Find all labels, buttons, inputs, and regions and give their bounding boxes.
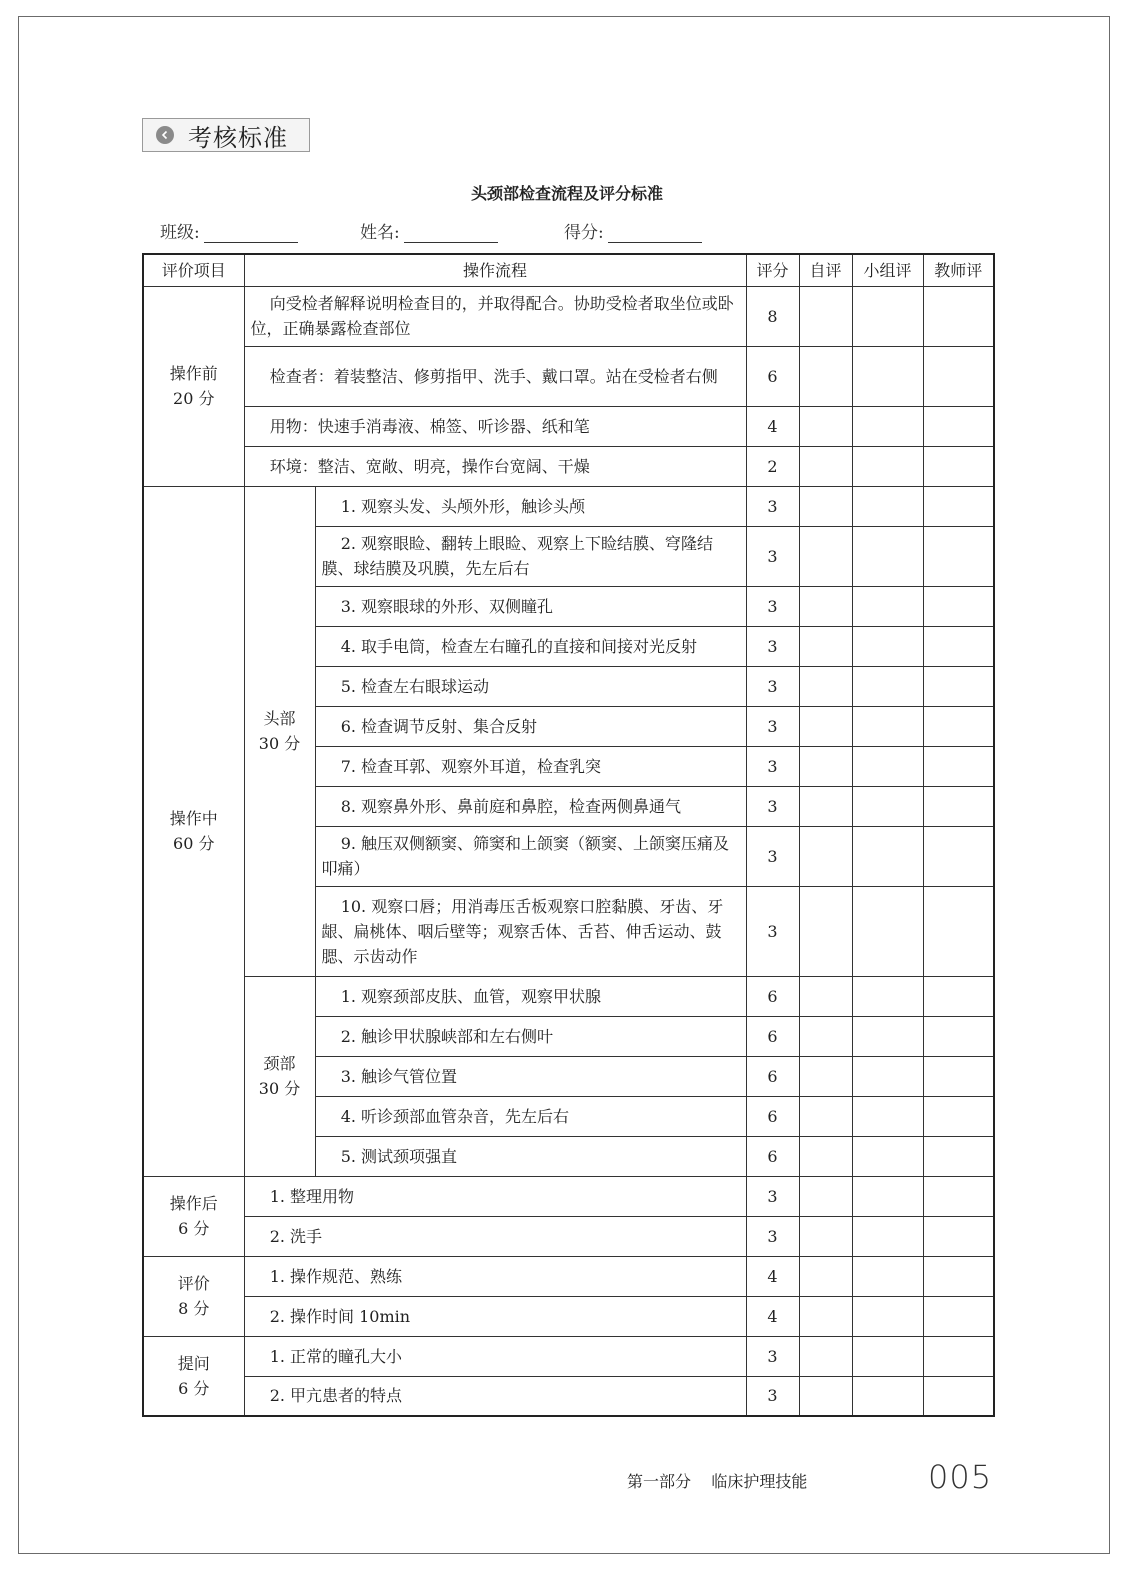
self-score-cell[interactable]: [799, 976, 852, 1016]
category-label: 操作中: [169, 809, 218, 828]
step-text: 用物：快速手消毒液、棉签、听诊器、纸和笔: [244, 406, 746, 446]
step-score: 3: [746, 786, 799, 826]
group-score-cell[interactable]: [852, 626, 923, 666]
step-score: 3: [746, 886, 799, 976]
score-field: [564, 218, 702, 243]
teacher-score-cell[interactable]: [923, 886, 994, 976]
group-score-cell[interactable]: [852, 1256, 923, 1296]
teacher-score-cell[interactable]: [923, 406, 994, 446]
group-score-cell[interactable]: [852, 666, 923, 706]
step-text: 5. 测试颈项强直: [315, 1136, 746, 1176]
teacher-score-cell[interactable]: [923, 1376, 994, 1416]
teacher-score-cell[interactable]: [923, 976, 994, 1016]
step-score: 6: [746, 346, 799, 406]
subcategory-head: [244, 486, 315, 976]
document-title: 头颈部检查流程及评分标准: [470, 184, 663, 203]
subcategory-label: 头部: [263, 709, 296, 728]
group-score-cell[interactable]: [852, 1216, 923, 1256]
chevron-left-icon: [156, 126, 174, 144]
table-row: [143, 346, 994, 406]
step-score: 3: [746, 666, 799, 706]
step-text: 环境：整洁、宽敞、明亮，操作台宽阔、干燥: [244, 446, 746, 486]
group-score-cell[interactable]: [852, 706, 923, 746]
self-score-cell[interactable]: [799, 1376, 852, 1416]
page-number: 005: [928, 1458, 993, 1496]
teacher-score-cell[interactable]: [923, 486, 994, 526]
category-label: 操作后: [169, 1194, 218, 1213]
header-process: 操作流程: [244, 254, 746, 286]
page-border-right: [1109, 16, 1110, 1554]
category-points: 8 分: [178, 1299, 210, 1318]
self-score-cell[interactable]: [799, 706, 852, 746]
table-row: [143, 1216, 994, 1256]
teacher-score-cell[interactable]: [923, 1096, 994, 1136]
self-score-cell[interactable]: [799, 586, 852, 626]
category-points: 20 分: [173, 389, 215, 408]
group-score-cell[interactable]: [852, 886, 923, 976]
self-score-cell[interactable]: [799, 626, 852, 666]
self-score-cell[interactable]: [799, 1056, 852, 1096]
score-label: 得分:: [564, 223, 604, 243]
table-row: [143, 1176, 994, 1216]
group-score-cell[interactable]: [852, 826, 923, 886]
group-score-cell[interactable]: [852, 486, 923, 526]
step-score: 3: [746, 706, 799, 746]
table-row: [143, 976, 994, 1016]
table-row: [143, 406, 994, 446]
group-score-cell[interactable]: [852, 786, 923, 826]
table-header-row: [143, 254, 994, 286]
self-score-cell[interactable]: [799, 1296, 852, 1336]
step-score: 3: [746, 1216, 799, 1256]
self-score-cell[interactable]: [799, 1216, 852, 1256]
step-score: 4: [746, 406, 799, 446]
step-text: 2. 观察眼睑、翻转上眼睑、观察上下睑结膜、穹隆结膜、球结膜及巩膜，先左后右: [315, 526, 746, 586]
step-score: 3: [746, 626, 799, 666]
step-score: 3: [746, 486, 799, 526]
step-text: 1. 整理用物: [244, 1176, 746, 1216]
category-pre: [143, 286, 244, 486]
subcategory-points: 30 分: [258, 1079, 301, 1098]
teacher-score-cell[interactable]: [923, 1136, 994, 1176]
step-text: 2. 操作时间 10min: [244, 1296, 746, 1336]
name-field: [360, 218, 498, 243]
category-label: 操作前: [169, 364, 218, 383]
category-points: 6 分: [178, 1219, 210, 1238]
step-text: 4. 取手电筒，检查左右瞳孔的直接和间接对光反射: [315, 626, 746, 666]
group-score-cell[interactable]: [852, 746, 923, 786]
group-score-cell[interactable]: [852, 1296, 923, 1336]
self-score-cell[interactable]: [799, 1256, 852, 1296]
table-row: [143, 1296, 994, 1336]
category-label: 提问: [177, 1353, 210, 1373]
step-text: 2. 甲亢患者的特点: [244, 1376, 746, 1416]
category-ask: [143, 1336, 244, 1416]
teacher-score-cell[interactable]: [923, 1296, 994, 1336]
page-border-top: [18, 16, 1110, 17]
group-score-cell[interactable]: [852, 1056, 923, 1096]
group-score-cell[interactable]: [852, 1336, 923, 1376]
self-score-cell[interactable]: [799, 786, 852, 826]
footer-chapter: 临床护理技能: [711, 1472, 808, 1491]
category-eval: [143, 1256, 244, 1336]
teacher-score-cell[interactable]: [923, 666, 994, 706]
group-score-cell[interactable]: [852, 976, 923, 1016]
category-mid: [143, 486, 244, 1176]
group-score-cell[interactable]: [852, 346, 923, 406]
group-score-cell[interactable]: [852, 1176, 923, 1216]
step-score: 6: [746, 1056, 799, 1096]
name-blank: [404, 222, 498, 243]
table-row: [143, 1336, 994, 1376]
teacher-score-cell[interactable]: [923, 1256, 994, 1296]
step-text: 4. 听诊颈部血管杂音，先左后右: [315, 1096, 746, 1136]
step-score: 6: [746, 1096, 799, 1136]
step-score: 4: [746, 1256, 799, 1296]
group-score-cell[interactable]: [852, 586, 923, 626]
step-text: 1. 正常的瞳孔大小: [244, 1336, 746, 1376]
group-score-cell[interactable]: [852, 446, 923, 486]
step-text: 2. 洗手: [244, 1216, 746, 1256]
teacher-score-cell[interactable]: [923, 1056, 994, 1096]
teacher-score-cell[interactable]: [923, 786, 994, 826]
step-score: 8: [746, 286, 799, 346]
page-border-left: [18, 16, 19, 1554]
group-score-cell[interactable]: [852, 1136, 923, 1176]
table-row: [143, 1376, 994, 1416]
teacher-score-cell[interactable]: [923, 1176, 994, 1216]
self-score-cell[interactable]: [799, 886, 852, 976]
footer-section: [627, 1469, 807, 1492]
step-text: 3. 观察眼球的外形、双侧瞳孔: [315, 586, 746, 626]
teacher-score-cell[interactable]: [923, 586, 994, 626]
step-score: 3: [746, 1176, 799, 1216]
step-score: 3: [746, 1336, 799, 1376]
step-text: 7. 检查耳郭、观察外耳道，检查乳突: [315, 746, 746, 786]
group-score-cell[interactable]: [852, 406, 923, 446]
teacher-score-cell[interactable]: [923, 746, 994, 786]
group-score-cell[interactable]: [852, 1016, 923, 1056]
teacher-score-cell[interactable]: [923, 1216, 994, 1256]
table-row: [143, 446, 994, 486]
header-self: 自评: [799, 254, 852, 286]
step-score: 3: [746, 1376, 799, 1416]
step-score: 3: [746, 826, 799, 886]
step-text: 9. 触压双侧额窦、筛窦和上颌窦（额窦、上颌窦压痛及叩痛）: [315, 826, 746, 886]
self-score-cell[interactable]: [799, 1176, 852, 1216]
teacher-score-cell[interactable]: [923, 526, 994, 586]
step-text: 2. 触诊甲状腺峡部和左右侧叶: [315, 1016, 746, 1056]
header-teacher: 教师评: [923, 254, 994, 286]
header-item: 评价项目: [143, 254, 244, 286]
teacher-score-cell[interactable]: [923, 346, 994, 406]
step-score: 4: [746, 1296, 799, 1336]
step-score: 6: [746, 1136, 799, 1176]
self-score-cell[interactable]: [799, 1096, 852, 1136]
subcategory-points: 30 分: [258, 734, 301, 753]
step-text: 5. 检查左右眼球运动: [315, 666, 746, 706]
page-border-bottom: [18, 1553, 1110, 1554]
step-text: 检查者：着装整洁、修剪指甲、洗手、戴口罩。站在受检者右侧: [244, 346, 746, 406]
self-score-cell[interactable]: [799, 666, 852, 706]
teacher-score-cell[interactable]: [923, 826, 994, 886]
self-score-cell[interactable]: [799, 826, 852, 886]
category-label: 评价: [177, 1274, 210, 1293]
step-score: 6: [746, 1016, 799, 1056]
class-blank: [204, 222, 298, 243]
self-score-cell[interactable]: [799, 526, 852, 586]
section-header: [142, 118, 310, 152]
step-text: 向受检者解释说明检查目的，并取得配合。协助受检者取坐位或卧位，正确暴露检查部位: [244, 286, 746, 346]
group-score-cell[interactable]: [852, 526, 923, 586]
group-score-cell[interactable]: [852, 1376, 923, 1416]
score-blank: [608, 222, 702, 243]
self-score-cell[interactable]: [799, 486, 852, 526]
name-label: 姓名:: [360, 223, 400, 243]
self-score-cell[interactable]: [799, 746, 852, 786]
teacher-score-cell[interactable]: [923, 626, 994, 666]
step-text: 8. 观察鼻外形、鼻前庭和鼻腔，检查两侧鼻通气: [315, 786, 746, 826]
subcategory-label: 颈部: [263, 1054, 296, 1073]
header-group: 小组评: [852, 254, 923, 286]
step-score: 3: [746, 526, 799, 586]
class-label: 班级:: [160, 223, 200, 243]
category-points: 6 分: [178, 1378, 210, 1398]
step-text: 1. 观察头发、头颅外形，触诊头颅: [315, 486, 746, 526]
section-title: 考核标准: [188, 123, 288, 152]
table-row: [143, 486, 994, 526]
teacher-score-cell[interactable]: [923, 446, 994, 486]
teacher-score-cell[interactable]: [923, 706, 994, 746]
category-points: 60 分: [173, 834, 215, 853]
step-score: 2: [746, 446, 799, 486]
scoring-table: [142, 253, 995, 1417]
step-score: 6: [746, 976, 799, 1016]
self-score-cell[interactable]: [799, 286, 852, 346]
header-score: 评分: [746, 254, 799, 286]
teacher-score-cell[interactable]: [923, 1016, 994, 1056]
teacher-score-cell[interactable]: [923, 1336, 994, 1376]
self-score-cell[interactable]: [799, 406, 852, 446]
group-score-cell[interactable]: [852, 286, 923, 346]
self-score-cell[interactable]: [799, 1336, 852, 1376]
step-text: 1. 操作规范、熟练: [244, 1256, 746, 1296]
self-score-cell[interactable]: [799, 1136, 852, 1176]
group-score-cell[interactable]: [852, 1096, 923, 1136]
step-score: 3: [746, 746, 799, 786]
step-text: 10. 观察口唇；用消毒压舌板观察口腔黏膜、牙齿、牙龈、扁桃体、咽后壁等；观察舌体、舌苔、伸舌运动、鼓腮、示齿动作: [315, 886, 746, 976]
step-text: 6. 检查调节反射、集合反射: [315, 706, 746, 746]
class-field: [160, 218, 298, 243]
step-text: 1. 观察颈部皮肤、血管，观察甲状腺: [315, 976, 746, 1016]
teacher-score-cell[interactable]: [923, 286, 994, 346]
table-row: [143, 286, 994, 346]
subcategory-neck: [244, 976, 315, 1176]
self-score-cell[interactable]: [799, 446, 852, 486]
step-score: 3: [746, 586, 799, 626]
step-text: 3. 触诊气管位置: [315, 1056, 746, 1096]
self-score-cell[interactable]: [799, 1016, 852, 1056]
table-row: [143, 1256, 994, 1296]
footer-part: 第一部分: [627, 1472, 692, 1491]
self-score-cell[interactable]: [799, 346, 852, 406]
category-post: [143, 1176, 244, 1256]
